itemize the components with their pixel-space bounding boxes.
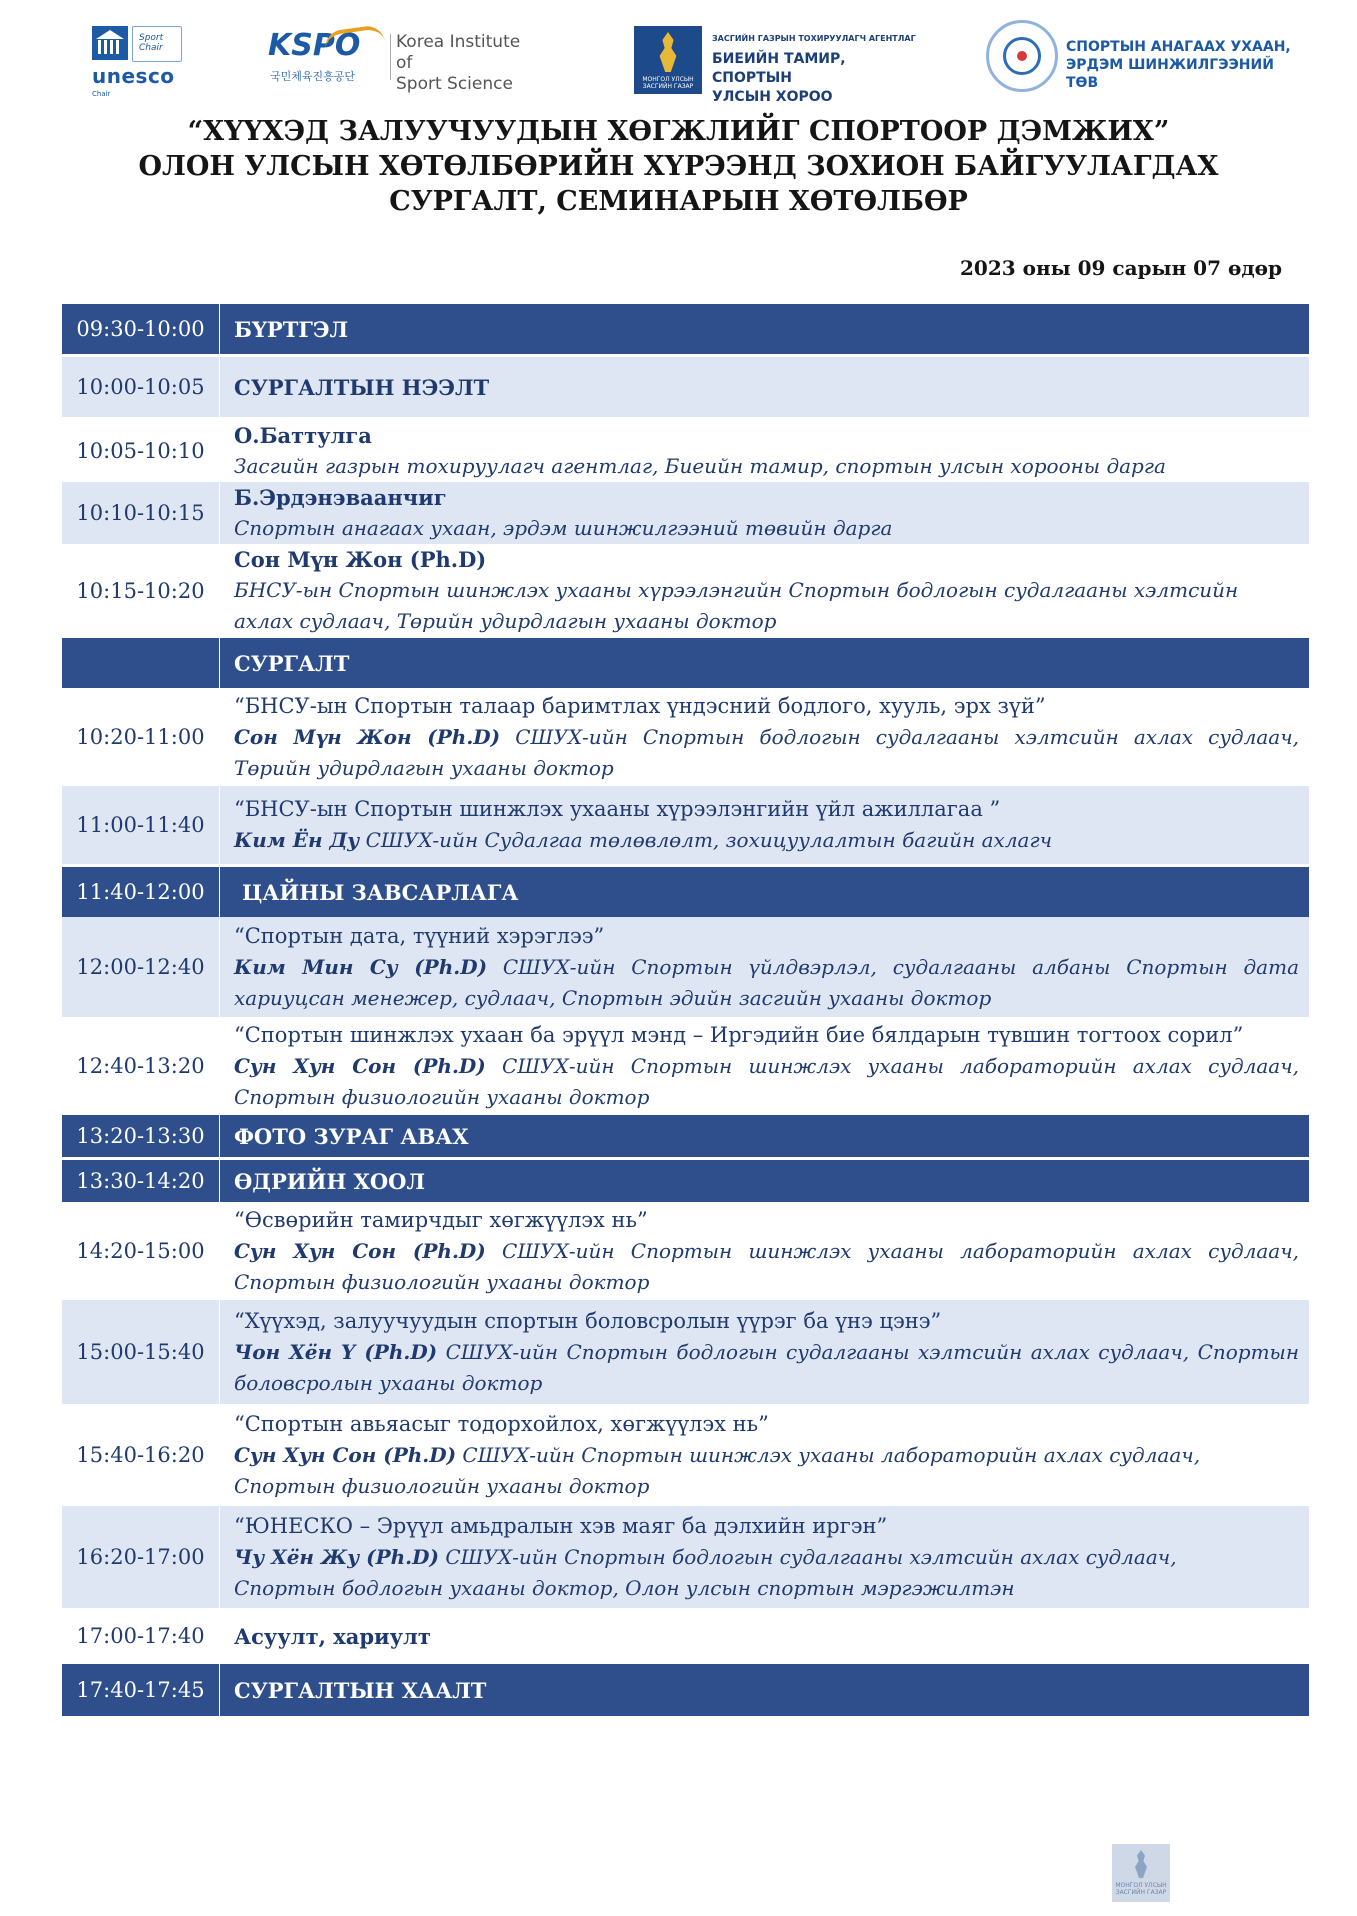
row-time: 17:00-17:40 xyxy=(62,1608,220,1664)
document-date: 2023 оны 09 сарын 07 өдөр xyxy=(960,256,1282,280)
row-time: 15:40-16:20 xyxy=(62,1404,220,1506)
schedule-row-speech xyxy=(62,544,1309,638)
schedule-row-lecture xyxy=(62,1404,1309,1506)
speaker-title: Спортын анагаах ухаан, эрдэм шинжилгээний төвийн дарга xyxy=(234,515,893,540)
schedule-row-lecture xyxy=(62,917,1309,1017)
lecture-speaker-line-1: Сун Хун Сон (Ph.D) СШУХ-ийн Спортын шинжлэх ухааны лабораторийн ахлах судлаач, xyxy=(234,1053,1300,1078)
lecture-speaker-line-1: Чу Хён Жу (Ph.D) СШУХ-ийн Спортын бодлогын судалгааны хэлтсийн ахлах судлаач, xyxy=(234,1544,1177,1569)
speaker-name: Сон Мүн Жон (Ph.D) xyxy=(234,547,487,572)
row-time: 15:00-15:40 xyxy=(62,1300,220,1404)
row-label: ӨДРИЙН ХООЛ xyxy=(234,1168,426,1194)
row-label: СУРГАЛТ xyxy=(234,650,350,676)
schedule-row-speech xyxy=(62,420,1309,482)
schedule-row-photo xyxy=(62,1115,1309,1157)
schedule-row-qa xyxy=(62,1608,1309,1664)
speaker-name: О.Баттулга xyxy=(234,422,372,448)
row-label: ЦАЙНЫ ЗАВСАРЛАГА xyxy=(242,879,519,905)
lecture-topic: “Спортын авьяасыг тодорхойлох, хөгжүүлэх нь” xyxy=(234,1411,769,1436)
speaker-title-line-2: ахлах судлаач, Төрийн удирдлагын ухааны доктор xyxy=(234,609,777,633)
lecture-speaker-line-2: хариуцсан менежер, судлаач, Спортын эдийн засгийн ухааны доктор xyxy=(234,985,992,1010)
lecture-speaker-line-2: боловсролын ухааны доктор xyxy=(234,1370,543,1395)
row-time: 14:20-15:00 xyxy=(62,1202,220,1300)
row-time: 11:40-12:00 xyxy=(62,867,220,917)
title-line-3: СУРГАЛТ, СЕМИНАРЫН ХӨТӨЛБӨР xyxy=(389,186,968,217)
schedule-row-lecture xyxy=(62,786,1309,864)
kspo-institute-name: Korea Institute of Sport Science xyxy=(396,32,521,94)
title-line-2: ОЛОН УЛСЫН ХӨТӨЛБӨРИЙН ХҮРЭЭНД ЗОХИОН БАЙГУУЛАГДАХ xyxy=(138,151,1219,182)
lecture-speaker-line-1: Сон Мүн Жон (Ph.D) СШУХ-ийн Спортын бодлогын судалгааны хэлтсийн ахлах судлаач, xyxy=(234,724,1299,749)
kspo-korean-name: 국민체육진흥공단 xyxy=(270,70,356,83)
schedule-row-closing xyxy=(62,1664,1309,1716)
row-time: 12:40-13:20 xyxy=(62,1017,220,1115)
smc-emblem-icon xyxy=(986,20,1058,92)
unesco-chair-box: Sport Chair xyxy=(132,26,182,62)
agency-name: БИЕИЙН ТАМИР, СПОРТЫН УЛСЫН ХОРОО xyxy=(712,51,846,105)
footer-emblem-caption: МОНГОЛ УЛСЫН ЗАСГИЙН ГАЗАР xyxy=(1115,1882,1167,1896)
lecture-speaker-line-1: Ким Мин Су (Ph.D) СШУХ-ийн Спортын үйлдвэрлэл, судалгааны албаны Спортын дата xyxy=(234,954,1299,979)
row-time: 17:40-17:45 xyxy=(62,1664,220,1716)
row-time: 10:20-11:00 xyxy=(62,688,220,786)
lecture-speaker-line-2: Спортын физиологийн ухааны доктор xyxy=(234,1473,650,1498)
lecture-topic: “Өсвөрийн тамирчдыг хөгжүүлэх нь” xyxy=(234,1207,648,1232)
sport-medicine-center-logo xyxy=(986,20,1306,96)
unesco-logo xyxy=(92,26,192,98)
speaker-title-line-1: БНСУ-ын Спортын шинжлэх ухааны хүрээлэнгийн Спортын бодлогын судалгааны хэлтсийн xyxy=(234,578,1239,602)
lecture-topic: “Хүүхэд, залуучуудын спортын боловсролын үүрэг ба үнэ цэнэ” xyxy=(234,1308,942,1333)
lecture-topic: “БНСУ-ын Спортын талаар баримтлах үндэсний бодлого, хууль, эрх зүй” xyxy=(234,693,1046,718)
title-line-1: “ХҮҮХЭД ЗАЛУУЧУУДЫН ХӨГЖЛИЙГ СПОРТООР ДЭМЖИХ” xyxy=(187,116,1170,147)
row-time: 13:20-13:30 xyxy=(62,1115,220,1157)
row-time: 10:15-10:20 xyxy=(62,544,220,638)
agency-top-text: ЗАСГИЙН ГАЗРЫН ТОХИРУУЛАГЧ АГЕНТЛАГ xyxy=(712,34,916,43)
schedule-row-section-training xyxy=(62,638,1309,688)
row-label: СУРГАЛТЫН ХААЛТ xyxy=(234,1677,487,1703)
kspo-logo xyxy=(268,28,538,94)
mongolia-emblem-icon: МОНГОЛ УЛСЫН ЗАСГИЙН ГАЗАР xyxy=(634,26,702,94)
row-time: 10:10-10:15 xyxy=(62,482,220,544)
row-time: 10:00-10:05 xyxy=(62,357,220,417)
row-label: Асуулт, хариулт xyxy=(234,1623,431,1649)
row-time: 12:00-12:40 xyxy=(62,917,220,1017)
lecture-speaker-line-1: Ким Ён Ду СШУХ-ийн Судалгаа төлөвлөлт, зохицуулалтын багийн ахлагч xyxy=(234,828,1053,852)
row-label: СУРГАЛТЫН НЭЭЛТ xyxy=(234,374,490,400)
unesco-wordmark: unesco xyxy=(92,64,175,88)
speaker-title: Засгийн газрын тохируулагч агентлаг, Биеийн тамир, спортын улсын хорооны дарга xyxy=(234,453,1166,478)
schedule-row-lecture xyxy=(62,1300,1309,1404)
lecture-speaker-line-1: Сун Хун Сон (Ph.D) СШУХ-ийн Спортын шинжлэх ухааны лабораторийн ахлах судлаач, xyxy=(234,1442,1201,1467)
lecture-topic: “Спортын дата, түүний хэрэглээ” xyxy=(234,923,605,948)
lecture-speaker-line-1: Сун Хун Сон (Ph.D) СШУХ-ийн Спортын шинжлэх ухааны лабораторийн ахлах судлаач, xyxy=(234,1238,1300,1263)
speaker-name: Б.Эрдэнэваанчиг xyxy=(234,484,447,510)
schedule-row-lecture xyxy=(62,1202,1309,1300)
logo-bar xyxy=(0,0,1357,110)
lecture-speaker-line-2: Спортын физиологийн ухааны доктор xyxy=(234,1269,650,1294)
row-time: 13:30-14:20 xyxy=(62,1160,220,1202)
row-time: 16:20-17:00 xyxy=(62,1506,220,1608)
footer-emblem-icon xyxy=(1112,1844,1170,1902)
smc-name: СПОРТЫН АНАГААХ УХААН, ЭРДЭМ ШИНЖИЛГЭЭНИЙ ТӨВ xyxy=(1066,39,1291,91)
schedule-row-registration xyxy=(62,304,1309,354)
lecture-speaker-line-2: Төрийн удирдлагын ухааны доктор xyxy=(234,755,614,780)
lecture-topic: “Спортын шинжлэх ухаан ба эрүүл мэнд – Иргэдийн бие бялдарын түвшин тогтоох сорил” xyxy=(234,1022,1244,1047)
sport-committee-logo xyxy=(634,26,924,105)
row-time: 10:05-10:10 xyxy=(62,420,220,482)
unesco-temple-icon xyxy=(92,26,128,60)
row-label: БҮРТГЭЛ xyxy=(234,316,349,342)
unesco-chair-text: Chair xyxy=(92,90,111,98)
schedule-row-lecture xyxy=(62,1506,1309,1608)
schedule-row-lunch xyxy=(62,1160,1309,1202)
schedule-row-tea-break xyxy=(62,867,1309,917)
schedule-row-opening xyxy=(62,357,1309,417)
lecture-speaker-line-1: Чон Хён Ү (Ph.D) СШУХ-ийн Спортын бодлогын судалгааны хэлтсийн ахлах судлаач, Спортын xyxy=(234,1339,1300,1364)
lecture-speaker-line-2: Спортын физиологийн ухааны доктор xyxy=(234,1084,650,1109)
schedule-row-lecture xyxy=(62,688,1309,786)
document-title xyxy=(0,114,1357,219)
row-time xyxy=(62,638,220,688)
row-label: ФОТО ЗУРАГ АВАХ xyxy=(234,1123,469,1149)
lecture-topic: “БНСУ-ын Спортын шинжлэх ухааны хүрээлэнгийн үйл ажиллагаа ” xyxy=(234,797,1001,821)
kspo-wordmark: KSPO xyxy=(268,28,361,63)
kspo-separator xyxy=(390,34,391,80)
lecture-topic: “ЮНЕСКО – Эрүүл амьдралын хэв маяг ба дэлхийн иргэн” xyxy=(234,1513,888,1538)
schedule-row-lecture xyxy=(62,1017,1309,1115)
row-time: 11:00-11:40 xyxy=(62,786,220,864)
row-time: 09:30-10:00 xyxy=(62,304,220,354)
schedule-row-speech xyxy=(62,482,1309,544)
lecture-speaker-line-2: Спортын бодлогын ухааны доктор, Олон улсын спортын мэргэжилтэн xyxy=(234,1575,1015,1600)
